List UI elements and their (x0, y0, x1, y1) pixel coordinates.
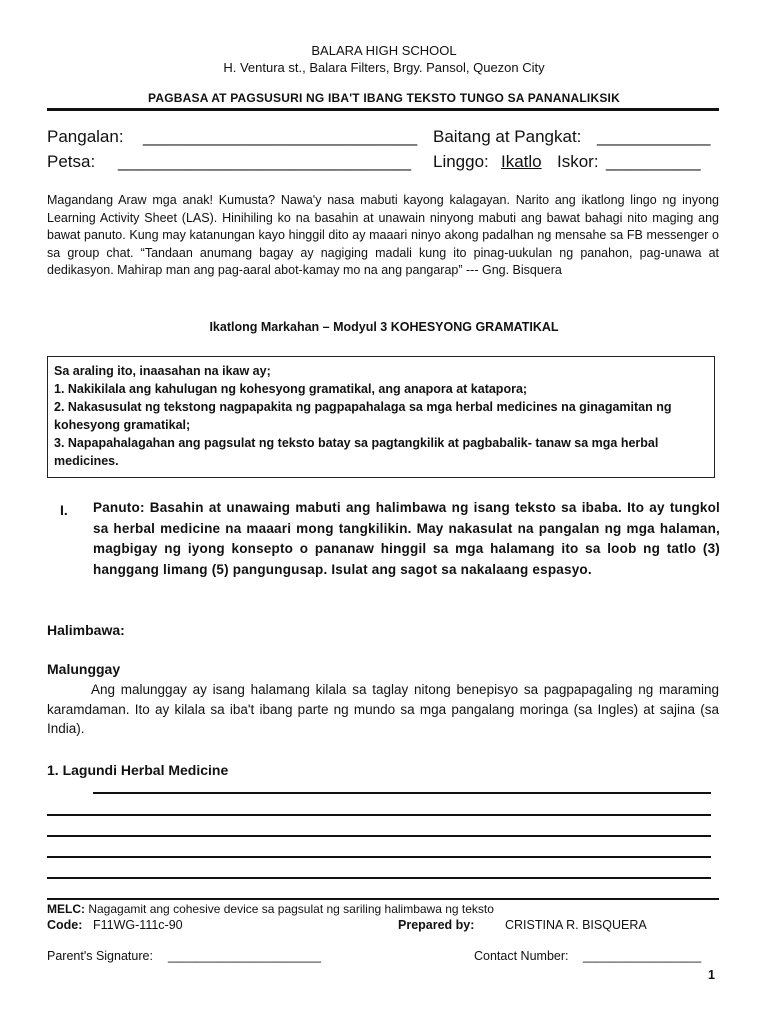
example-paragraph: Ang malunggay ay isang halamang kilala sa taglay nitong benepisyo sa pagpapagaling ng maraming karamdaman. Ito ay kilala sa iba't ibang parte ng mundo sa mga pangalang moringa (sa Ingles) at sajina (sa India). (47, 682, 719, 736)
module-title: Ikatlong Markahan – Modyul 3 KOHESYONG GRAMATIKAL (209, 320, 559, 334)
score-field[interactable]: __________ (606, 152, 701, 171)
answer-line[interactable] (47, 814, 711, 816)
code-row (47, 918, 719, 934)
objective-item: 2. Nakasusulat ng tekstong nagpapakita ng pagpapahalaga sa mga herbal medicines na ginagamitan ng kohesyong gramatikal; (54, 400, 672, 432)
prepared-value: CRISTINA R. BISQUERA (505, 918, 647, 932)
melc-label: MELC: (47, 902, 85, 916)
contact-number-field[interactable]: _________________ (583, 949, 702, 963)
subject-title: PAGBASA AT PAGSUSURI NG IBA'T IBANG TEKSTO TUNGO SA PANANALIKSIK (148, 91, 620, 105)
objectives-box (47, 356, 715, 478)
prepared-label: Prepared by: (398, 918, 475, 932)
question-1-title: 1. Lagundi Herbal Medicine (47, 762, 229, 778)
date-week-row (47, 152, 719, 174)
name-field[interactable]: _____________________________ (143, 127, 418, 146)
code-value: F11WG-111c-90 (93, 918, 183, 932)
grade-label: Baitang at Pangkat: (433, 127, 582, 146)
week-label: Linggo: (433, 152, 489, 171)
name-label: Pangalan: (47, 127, 124, 146)
code-label: Code: (47, 918, 83, 932)
header-divider (47, 108, 719, 111)
parent-signature-label: Parent's Signature: (47, 949, 153, 963)
answer-line[interactable] (93, 792, 711, 794)
example-title: Malunggay (47, 661, 121, 677)
contact-number-label: Contact Number: (474, 949, 569, 963)
page-number: 1 (708, 968, 715, 982)
objective-item: 3. Napapahalagahan ang pagsulat ng teksto batay sa pagtangkilik at pagbabalik- tanaw sa mga herbal medicines. (54, 436, 659, 468)
parent-signature-field[interactable]: ______________________ (168, 949, 321, 963)
instruction-number: I. (60, 502, 68, 518)
grade-field[interactable]: ____________ (597, 127, 711, 146)
name-grade-row (47, 127, 719, 149)
school-address: H. Ventura st., Balara Filters, Brgy. Pansol, Quezon City (223, 60, 545, 75)
answer-line[interactable] (47, 856, 711, 858)
score-label: Iskor: (557, 152, 599, 171)
date-label: Petsa: (47, 152, 96, 171)
answer-line[interactable] (47, 835, 711, 837)
date-field[interactable]: _______________________________ (118, 152, 412, 171)
objectives-intro: Sa araling ito, inaasahan na ikaw ay; (54, 364, 271, 378)
objective-item: 1. Nakikilala ang kahulugan ng kohesyong gramatikal, ang anapora at katapora; (54, 382, 528, 396)
signature-row (47, 949, 719, 965)
answer-line[interactable] (47, 877, 711, 879)
example-heading: Halimbawa: (47, 622, 125, 638)
week-value: Ikatlo (501, 152, 542, 171)
instruction-text: Panuto: Basahin at unawaing mabuti ang halimbawa ng isang teksto sa ibaba. Ito ay tungkol sa herbal medicine na maaari mong tangkilikin. May nakasulat na pangalan ng mga halaman, magbigay ng iyong konsepto o pananaw hinggil sa mga halamang ito sa loob ng tatlo (3) hanggang limang (5) pangungusap. Isulat ang sagot sa nakalaang espasyo. (93, 500, 720, 577)
footer-divider (47, 898, 719, 900)
melc-text: Nagagamit ang cohesive device sa pagsulat ng sariling halimbawa ng teksto (88, 902, 494, 916)
intro-paragraph: Magandang Araw mga anak! Kumusta? Nawa'y nasa mabuti kayong kalagayan. Narito ang ikatlong lingo ng inyong Learning Activity Sheet (LAS). Hinihiling ko na basahin at unawain ninyong mabuti ang bawat bahagi nito maging ang bawat panuto. Kung may katanungan kayo hinggil dito ay maaari ninyo akong padalhan ng mensahe sa FB messenger o sa group chat. “Tandaan anumang bagay ay nagiging madali kung ito pinag-uukulan ng panahon, pag-unawa at dedikasyon. Mahirap man ang pag-aaral abot-kamay mo na ang pangarap” --- Gng. Bisquera (47, 193, 719, 278)
school-name: BALARA HIGH SCHOOL (311, 43, 457, 58)
melc-row (47, 902, 494, 916)
